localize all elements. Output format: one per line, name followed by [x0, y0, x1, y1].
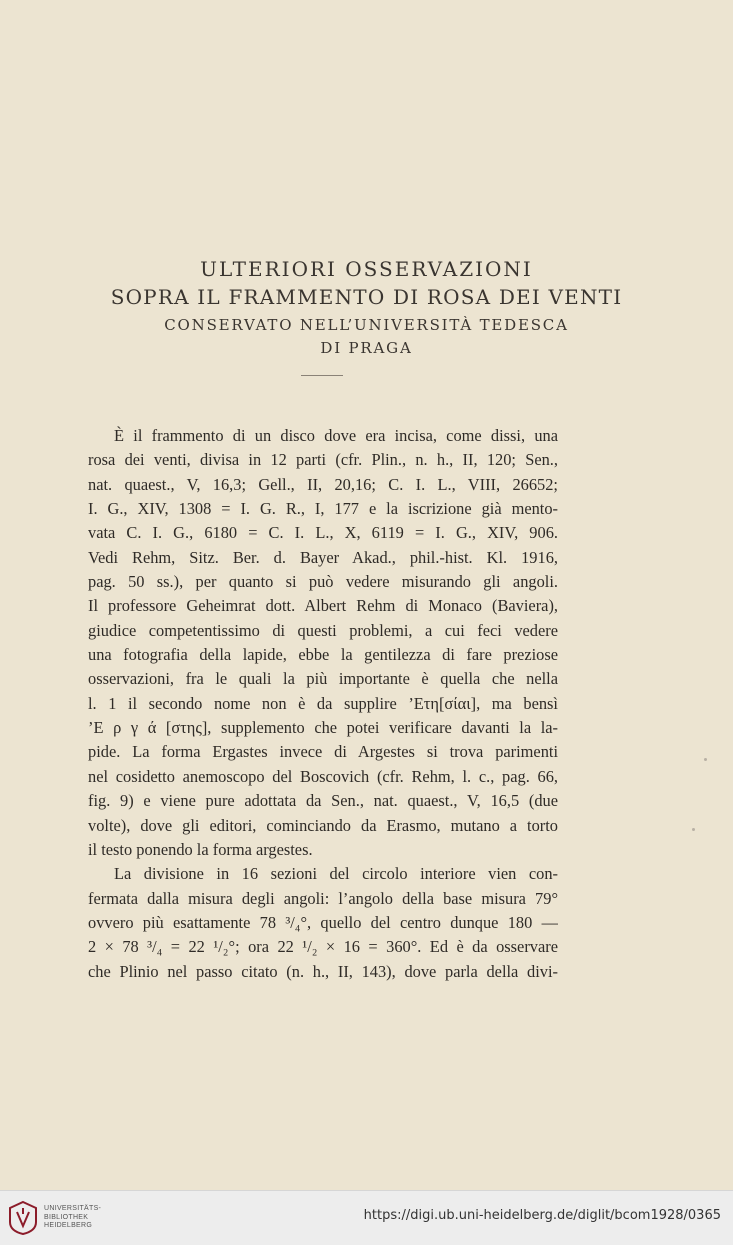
heading-line-1: ULTERIORI OSSERVAZIONI [200, 257, 533, 281]
text-line: osservazioni, fra le quali la più importante è quella che nella [88, 669, 558, 689]
text-line: che Plinio nel passo citato (n. h., II, 143), dove parla della divi- [88, 961, 558, 981]
text-line: pag. 50 ss.), per quanto si può vedere misurando gli angoli. [88, 572, 558, 592]
text-line: una fotografia della lapide, ebbe la gentilezza di fare preziose [88, 645, 558, 665]
heading-line-2: SOPRA IL FRAMMENTO DI ROSA DEI VENTI [110, 285, 623, 309]
university-seal-icon [8, 1200, 38, 1236]
heading-divider [301, 375, 343, 376]
text-line: Vedi Rehm, Sitz. Ber. d. Bayer Akad., phil.-hist. Kl. 1916, [88, 547, 558, 567]
text-line: ovvero più esattamente 78 ³/₄°, quello del centro dunque 180 — [88, 912, 558, 932]
institution-name [44, 1205, 101, 1231]
heading-line-3: CONSERVATO NELL’UNIVERSITÀ TEDESCA [164, 316, 569, 334]
text-line: fig. 9) e viene pure adottata da Sen., nat. quaest., V, 16,5 (due [88, 791, 558, 811]
institution-line-3: HEIDELBERG [44, 1222, 93, 1229]
text-line: I. G., XIV, 1308 = I. G. R., I, 177 e la iscrizione già mento- [88, 499, 558, 519]
text-line: pide. La forma Ergastes invece di Argestes si trova parimenti [88, 742, 558, 762]
text-line: rosa dei venti, divisa in 12 parti (cfr. Plin., n. h., II, 120; Sen., [88, 450, 558, 470]
text-line: il testo ponendo la forma argestes. [88, 839, 313, 859]
viewer-footer [0, 1190, 733, 1245]
institution-line-1: UNIVERSITÄTS- [44, 1205, 102, 1212]
permalink-url[interactable]: https://digi.ub.uni-heidelberg.de/diglit/bcom1928/0365 [363, 1208, 721, 1223]
text-line: nat. quaest., V, 16,3; Gell., II, 20,16; C. I. L., VIII, 26652; [88, 474, 558, 494]
text-line: fermata dalla misura degli angoli: l’angolo della base misura 79° [88, 888, 558, 908]
text-line: nel cosidetto anemoscopo del Boscovich (cfr. Rehm, l. c., pag. 66, [88, 766, 558, 786]
text-line: Il professore Geheimrat dott. Albert Rehm di Monaco (Baviera), [88, 596, 558, 616]
text-line: ’Ε ρ γ ά [στης], supplemento che potei verificare davanti la la- [88, 718, 558, 738]
text-line: È il frammento di un disco dove era incisa, come dissi, una [114, 426, 558, 445]
paper-speck [704, 758, 707, 761]
text-line: giudice competentissimo di questi problemi, a cui feci vedere [88, 620, 558, 640]
text-line: l. 1 il secondo nome non è da supplire ’Ετη[σίαι], ma bensì [88, 693, 558, 713]
heading-line-4: DI PRAGA [320, 339, 413, 357]
text-line: 2 × 78 ³/₄ = 22 ¹/₂°; ora 22 ¹/₂ × 16 = 360°. Ed è da osservare [88, 937, 558, 957]
text-line: vata C. I. G., 6180 = C. I. L., X, 6119 = I. G., XIV, 906. [88, 523, 558, 543]
paper-speck [692, 828, 695, 831]
institution-line-2: BIBLIOTHEK [44, 1213, 89, 1221]
text-line: La divisione in 16 sezioni del circolo interiore vien con- [114, 864, 558, 884]
text-line: volte), dove gli editori, cominciando da Erasmo, mutano a torto [88, 815, 558, 835]
body-text [88, 424, 558, 984]
article-heading [0, 255, 733, 359]
